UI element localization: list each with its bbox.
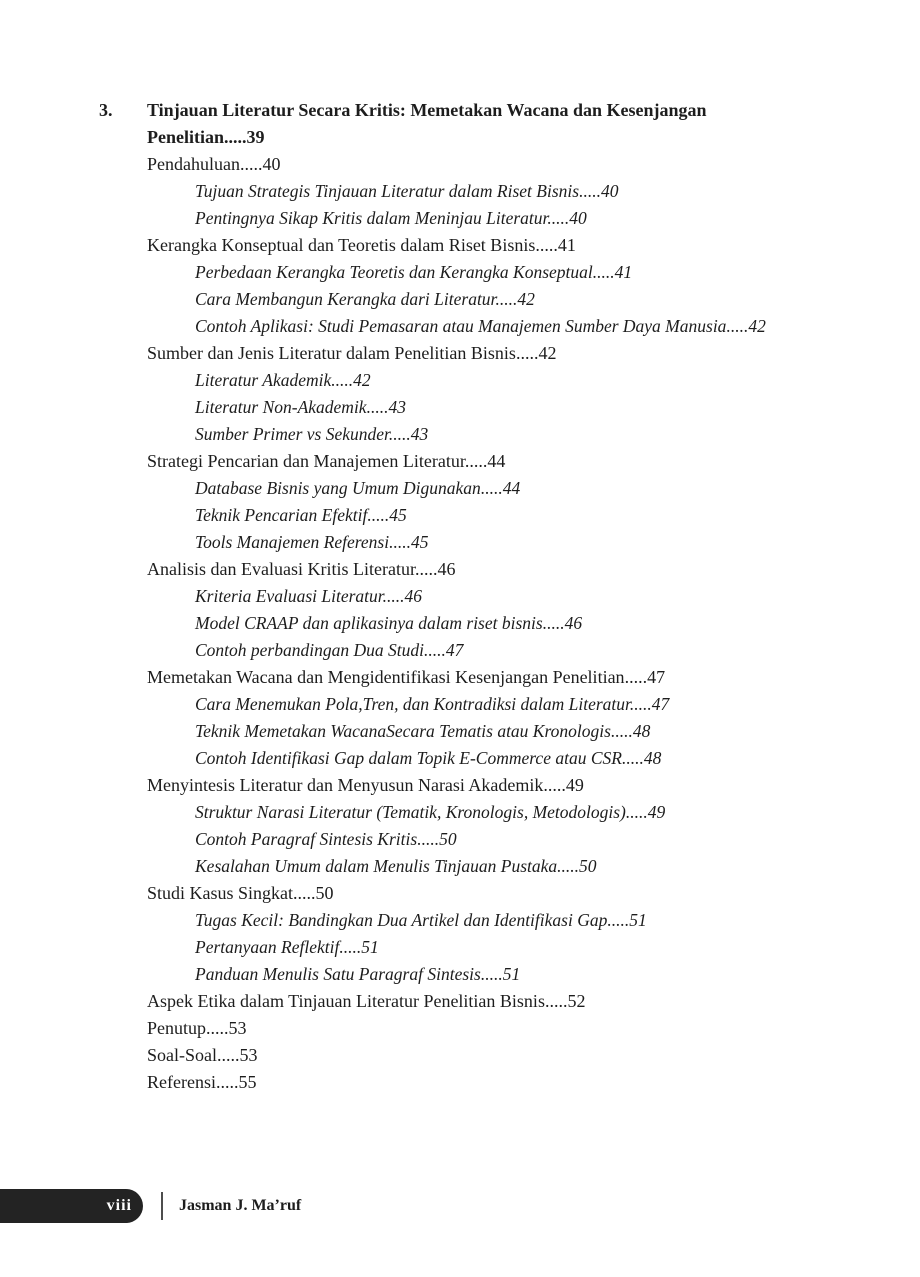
toc-entry-label: Tools Manajemen Referensi: [195, 532, 390, 552]
dot-leader: .....: [215, 1072, 239, 1092]
toc-entry-page: 40: [262, 154, 281, 174]
toc-entry-page: 41: [557, 235, 576, 255]
dot-leader: .....: [544, 991, 568, 1011]
dot-leader: .....: [579, 181, 601, 201]
toc-entry-label: Soal-Soal: [147, 1045, 217, 1065]
toc-chapter-row: [99, 97, 879, 151]
toc-entry-page: 46: [404, 586, 423, 606]
toc-entry-label: Aspek Etika dalam Tinjauan Literatur Penelitian Bisnis: [147, 991, 545, 1011]
toc-entry: [147, 394, 879, 421]
page-number-badge: [0, 1189, 143, 1223]
toc-entry-label: Referensi: [147, 1072, 216, 1092]
toc-entry: [147, 178, 879, 205]
toc-entry: [147, 367, 879, 394]
toc-entry: [147, 691, 879, 718]
toc-entry-page: 43: [388, 397, 406, 417]
toc-entry-label: Teknik Memetakan WacanaSecara Tematis atau Kronologis: [195, 721, 611, 741]
toc-entry: [147, 502, 879, 529]
footer-divider: [161, 1192, 163, 1220]
dot-leader: .....: [543, 775, 566, 795]
toc-entry-page: 46: [564, 613, 583, 633]
toc-entry: [147, 151, 879, 178]
dot-leader: .....: [224, 127, 247, 147]
toc-entry-page: 41: [614, 262, 633, 282]
toc-entry-page: 47: [647, 667, 666, 687]
toc-entry-page: 47: [651, 694, 670, 714]
toc-entry-page: 40: [600, 181, 619, 201]
dot-leader: .....: [610, 721, 633, 741]
toc-entry-label: Teknik Pencarian Efektif: [195, 505, 368, 525]
dot-leader: .....: [217, 1045, 240, 1065]
dot-leader: .....: [547, 208, 570, 228]
toc-entry-label: Database Bisnis yang Umum Digunakan: [195, 478, 481, 498]
toc-entry-label: Analisis dan Evaluasi Kritis Literatur: [147, 559, 415, 579]
toc-entry-page: 42: [538, 343, 557, 363]
dot-leader: .....: [367, 505, 390, 525]
toc-entry-page: 46: [437, 559, 456, 579]
toc-entry-label: Struktur Narasi Literatur (Tematik, Kronologis, Metodologis): [195, 802, 626, 822]
toc-entry-page: 45: [389, 505, 407, 525]
toc-entry-page: 43: [410, 424, 429, 444]
toc-entry: [147, 745, 879, 772]
toc-entry: [147, 934, 879, 961]
dot-leader: .....: [382, 586, 405, 606]
toc-entry-page: 51: [361, 937, 379, 957]
toc-entry: [147, 448, 879, 475]
dot-leader: .....: [239, 154, 263, 174]
toc-entry-label: Contoh perbandingan Dua Studi: [195, 640, 424, 660]
toc-entry-page: 48: [643, 748, 662, 768]
dot-leader: .....: [624, 667, 648, 687]
toc-entry: [147, 556, 879, 583]
chapter-title: [147, 97, 787, 151]
toc-entry-label: Pentingnya Sikap Kritis dalam Meninjau Literatur: [195, 208, 548, 228]
toc-entry: [147, 637, 879, 664]
dot-leader: .....: [389, 532, 411, 552]
dot-leader: .....: [495, 289, 518, 309]
toc-list: [147, 151, 879, 1096]
toc-entry-page: 55: [238, 1072, 257, 1092]
toc-entry-page: 49: [647, 802, 666, 822]
toc-entry-label: Strategi Pencarian dan Manajemen Literatur: [147, 451, 465, 471]
dot-leader: .....: [388, 424, 411, 444]
toc-entry-page: 50: [579, 856, 597, 876]
toc-entry-page: 50: [439, 829, 457, 849]
toc-entry: [147, 313, 879, 340]
toc-entry: [147, 610, 879, 637]
toc-entry: [147, 799, 879, 826]
toc-entry-page: 53: [239, 1045, 258, 1065]
dot-leader: .....: [629, 694, 652, 714]
dot-leader: .....: [366, 397, 389, 417]
toc-entry-label: Studi Kasus Singkat: [147, 883, 294, 903]
toc-entry: [147, 907, 879, 934]
dot-leader: .....: [331, 370, 354, 390]
dot-leader: .....: [339, 937, 362, 957]
toc-entry: [147, 340, 879, 367]
toc-entry-label: Pendahuluan: [147, 154, 240, 174]
toc-entry-label: Sumber Primer vs Sekunder: [195, 424, 389, 444]
toc-entry-page: 51: [502, 964, 521, 984]
dot-leader: .....: [206, 1018, 229, 1038]
dot-leader: .....: [625, 802, 648, 822]
toc-entry: [147, 853, 879, 880]
toc-entry-page: 51: [629, 910, 647, 930]
toc-entry-label: Literatur Akademik: [195, 370, 332, 390]
toc-entry: [147, 988, 879, 1015]
toc-entry-label: Perbedaan Kerangka Teoretis dan Kerangka Konseptual: [195, 262, 593, 282]
toc-entry-label: Cara Membangun Kerangka dari Literatur: [195, 289, 496, 309]
dot-leader: .....: [423, 640, 446, 660]
dot-leader: .....: [293, 883, 316, 903]
chapter-number: 3.: [99, 100, 113, 120]
toc-entry-label: Kesalahan Umum dalam Menulis Tinjauan Pustaka: [195, 856, 558, 876]
toc-entry: [147, 475, 879, 502]
toc-entry: [147, 232, 879, 259]
dot-leader: .....: [592, 262, 615, 282]
toc-entry-label: Model CRAAP dan aplikasinya dalam riset bisnis: [195, 613, 543, 633]
toc-entry-page: 44: [487, 451, 506, 471]
toc-entry: [147, 205, 879, 232]
toc-entry: [147, 826, 879, 853]
toc-entry-page: 52: [567, 991, 586, 1011]
table-of-contents: [99, 97, 879, 1096]
toc-entry-page: 45: [410, 532, 429, 552]
toc-entry: [147, 1042, 879, 1069]
toc-entry-label: Kriteria Evaluasi Literatur: [195, 586, 383, 606]
dot-leader: .....: [621, 748, 644, 768]
toc-entry: [147, 1015, 879, 1042]
toc-entry-page: 49: [565, 775, 584, 795]
toc-entry: [147, 583, 879, 610]
dot-leader: .....: [515, 343, 539, 363]
toc-entry: [147, 772, 879, 799]
toc-entry-page: 48: [632, 721, 651, 741]
toc-entry-label: Penutup: [147, 1018, 207, 1038]
toc-entry-label: Contoh Aplikasi: Studi Pemasaran atau Manajemen Sumber Daya Manusia: [195, 316, 727, 336]
footer-author: Jasman J. Ma’ruf: [179, 1197, 302, 1214]
toc-entry: [147, 880, 879, 907]
toc-entry: [147, 961, 879, 988]
toc-entry: [147, 664, 879, 691]
toc-entry-label: Contoh Identifikasi Gap dalam Topik E-Commerce atau CSR: [195, 748, 622, 768]
toc-entry-label: Panduan Menulis Satu Paragraf Sintesis: [195, 964, 481, 984]
chapter-page-number: 39: [246, 127, 265, 147]
toc-entry-label: Kerangka Konseptual dan Teoretis dalam Riset Bisnis: [147, 235, 536, 255]
toc-entry: [147, 286, 879, 313]
dot-leader: .....: [414, 559, 438, 579]
toc-entry-label: Tugas Kecil: Bandingkan Dua Artikel dan Identifikasi Gap: [195, 910, 608, 930]
toc-entry-page: 42: [517, 289, 535, 309]
page-number: viii: [106, 1197, 132, 1214]
toc-entry-label: Cara Menemukan Pola,Tren, dan Kontradiksi dalam Literatur: [195, 694, 630, 714]
toc-entry-label: Memetakan Wacana dan Mengidentifikasi Kesenjangan Penelitian: [147, 667, 625, 687]
dot-leader: .....: [726, 316, 749, 336]
toc-entry-label: Sumber dan Jenis Literatur dalam Penelitian Bisnis: [147, 343, 516, 363]
dot-leader: .....: [535, 235, 558, 255]
toc-entry: [147, 718, 879, 745]
toc-entry-label: Literatur Non-Akademik: [195, 397, 367, 417]
chapter-title-text: Tinjauan Literatur Secara Kritis: Memetakan Wacana dan Kesenjangan Penelitian: [147, 100, 707, 147]
toc-entry-page: 53: [228, 1018, 247, 1038]
dot-leader: .....: [557, 856, 580, 876]
toc-entry: [147, 1069, 879, 1096]
toc-entry-page: 42: [353, 370, 371, 390]
toc-entry-page: 44: [502, 478, 521, 498]
toc-entry-label: Pertanyaan Reflektif: [195, 937, 340, 957]
toc-entry: [147, 421, 879, 448]
toc-entry-page: 40: [569, 208, 587, 228]
toc-entry: [147, 529, 879, 556]
page-footer: [0, 1189, 920, 1225]
dot-leader: .....: [607, 910, 630, 930]
dot-leader: .....: [480, 478, 503, 498]
dot-leader: .....: [464, 451, 488, 471]
toc-entry-label: Contoh Paragraf Sintesis Kritis: [195, 829, 418, 849]
toc-entry-label: Menyintesis Literatur dan Menyusun Narasi Akademik: [147, 775, 544, 795]
toc-entry-page: 42: [748, 316, 766, 336]
dot-leader: .....: [542, 613, 565, 633]
toc-entry-page: 50: [315, 883, 334, 903]
toc-entry: [147, 259, 879, 286]
toc-entry-page: 47: [445, 640, 464, 660]
dot-leader: .....: [417, 829, 440, 849]
dot-leader: .....: [480, 964, 503, 984]
toc-entry-label: Tujuan Strategis Tinjauan Literatur dalam Riset Bisnis: [195, 181, 580, 201]
